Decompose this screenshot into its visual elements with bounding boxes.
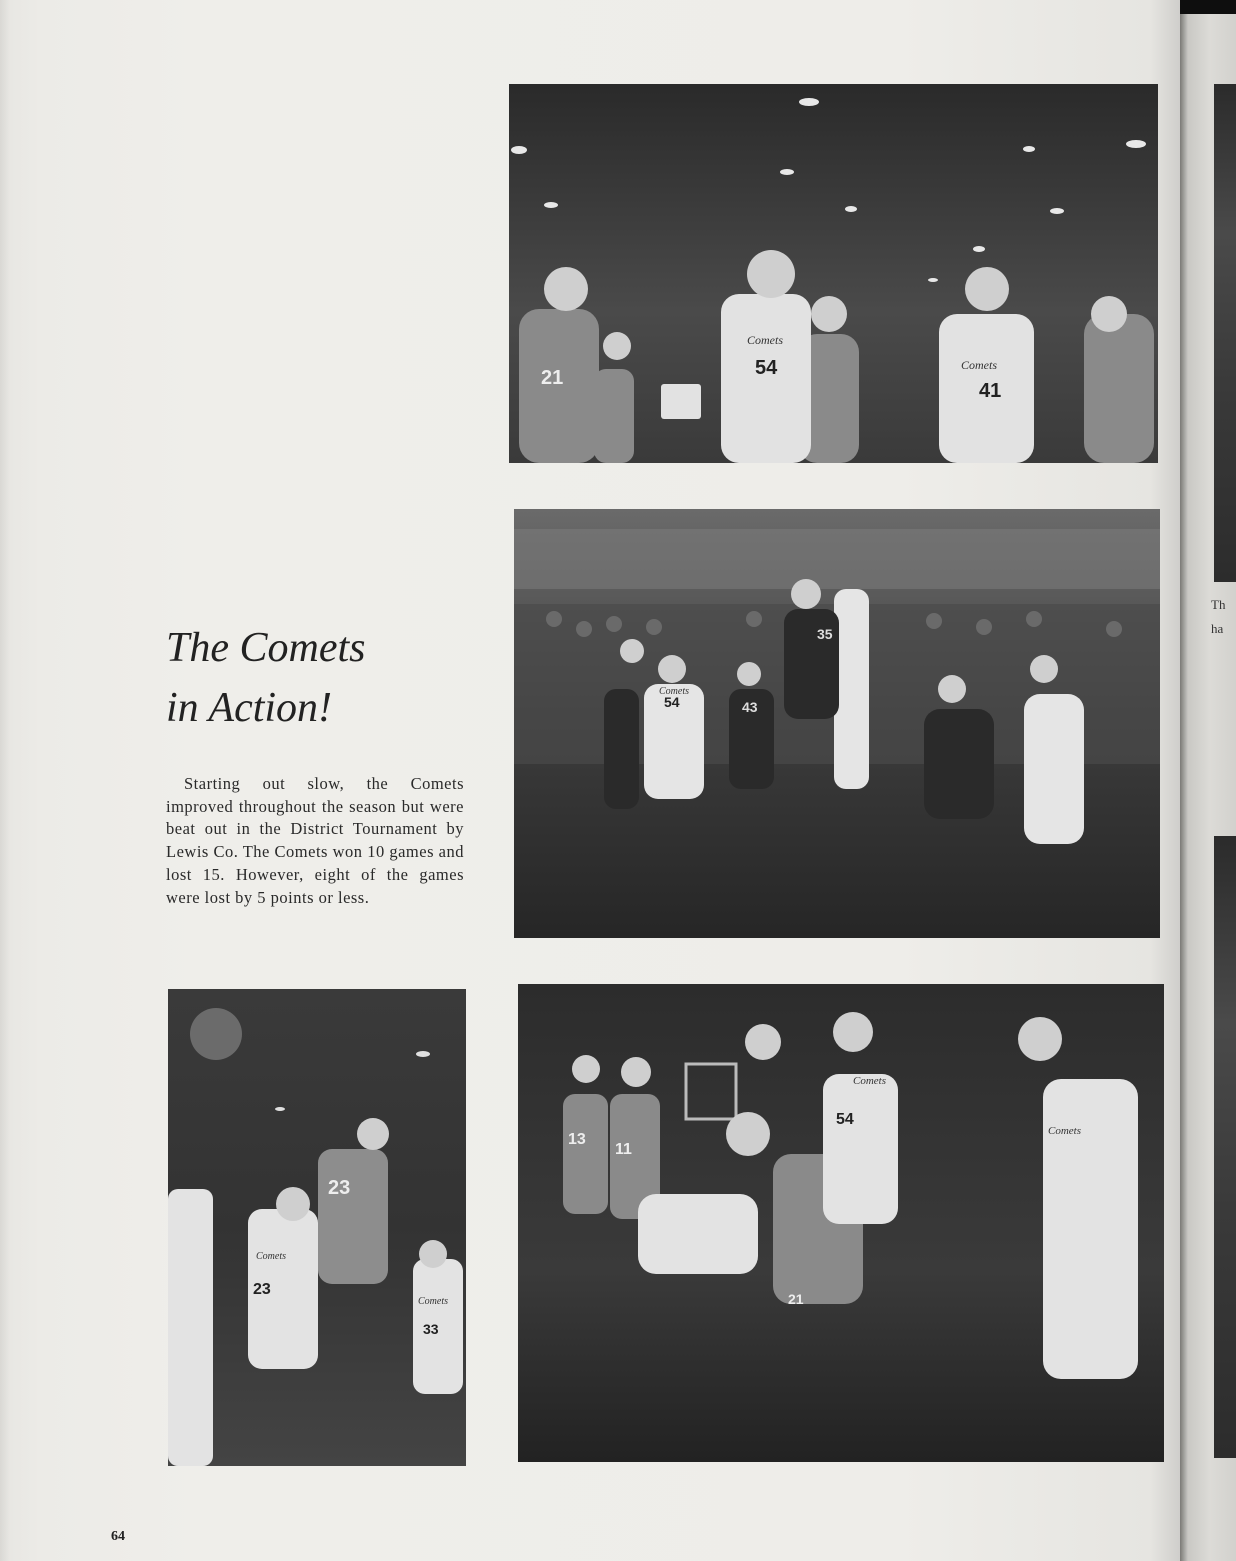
adjacent-page-photo: [1214, 836, 1236, 1458]
jersey-number: 54: [755, 357, 778, 379]
jersey-number: 41: [979, 380, 1002, 402]
page-number: 64: [111, 1529, 125, 1544]
adjacent-page-text: ha: [1211, 621, 1224, 636]
jersey-number: 33: [423, 1321, 439, 1337]
jersey-lettering: Comets: [256, 1251, 286, 1262]
photo-shot-block: [168, 989, 466, 1466]
jersey-number: 23: [328, 1177, 351, 1199]
jersey-lettering: Comets: [747, 333, 783, 347]
jersey-number: 35: [817, 626, 833, 642]
photo-jump-ball: [514, 509, 1160, 938]
title-line-1: The Comets: [166, 625, 366, 671]
jersey-lettering: Comets: [853, 1075, 886, 1087]
jersey-number: 21: [788, 1291, 804, 1307]
jersey-number: 23: [253, 1281, 271, 1298]
adjacent-page-photo: [1214, 84, 1236, 582]
jersey-number: 54: [836, 1111, 854, 1128]
jersey-number: 13: [568, 1131, 586, 1148]
page-title: [166, 618, 486, 738]
photo-loose-ball: [518, 984, 1164, 1462]
jersey-lettering: Comets: [1048, 1125, 1081, 1137]
jersey-number: 11: [615, 1141, 632, 1158]
jersey-number: 21: [541, 367, 564, 389]
jersey-lettering: Comets: [961, 358, 997, 372]
title-line-2: in Action!: [166, 685, 333, 731]
jersey-number: 43: [742, 699, 758, 715]
jersey-lettering: Comets: [659, 686, 689, 697]
photo-rebound: [509, 84, 1158, 463]
body-paragraph: Starting out slow, the Comets improved throughout the season but were beat out in the District Tournament by Lewis Co. The Comets won 10 games and lost 15. However, eight of the games were lost by 5 points or less.: [166, 774, 464, 907]
jersey-lettering: Comets: [418, 1296, 448, 1307]
jersey-number: 54: [664, 694, 680, 710]
adjacent-page-text: Th: [1211, 597, 1226, 612]
